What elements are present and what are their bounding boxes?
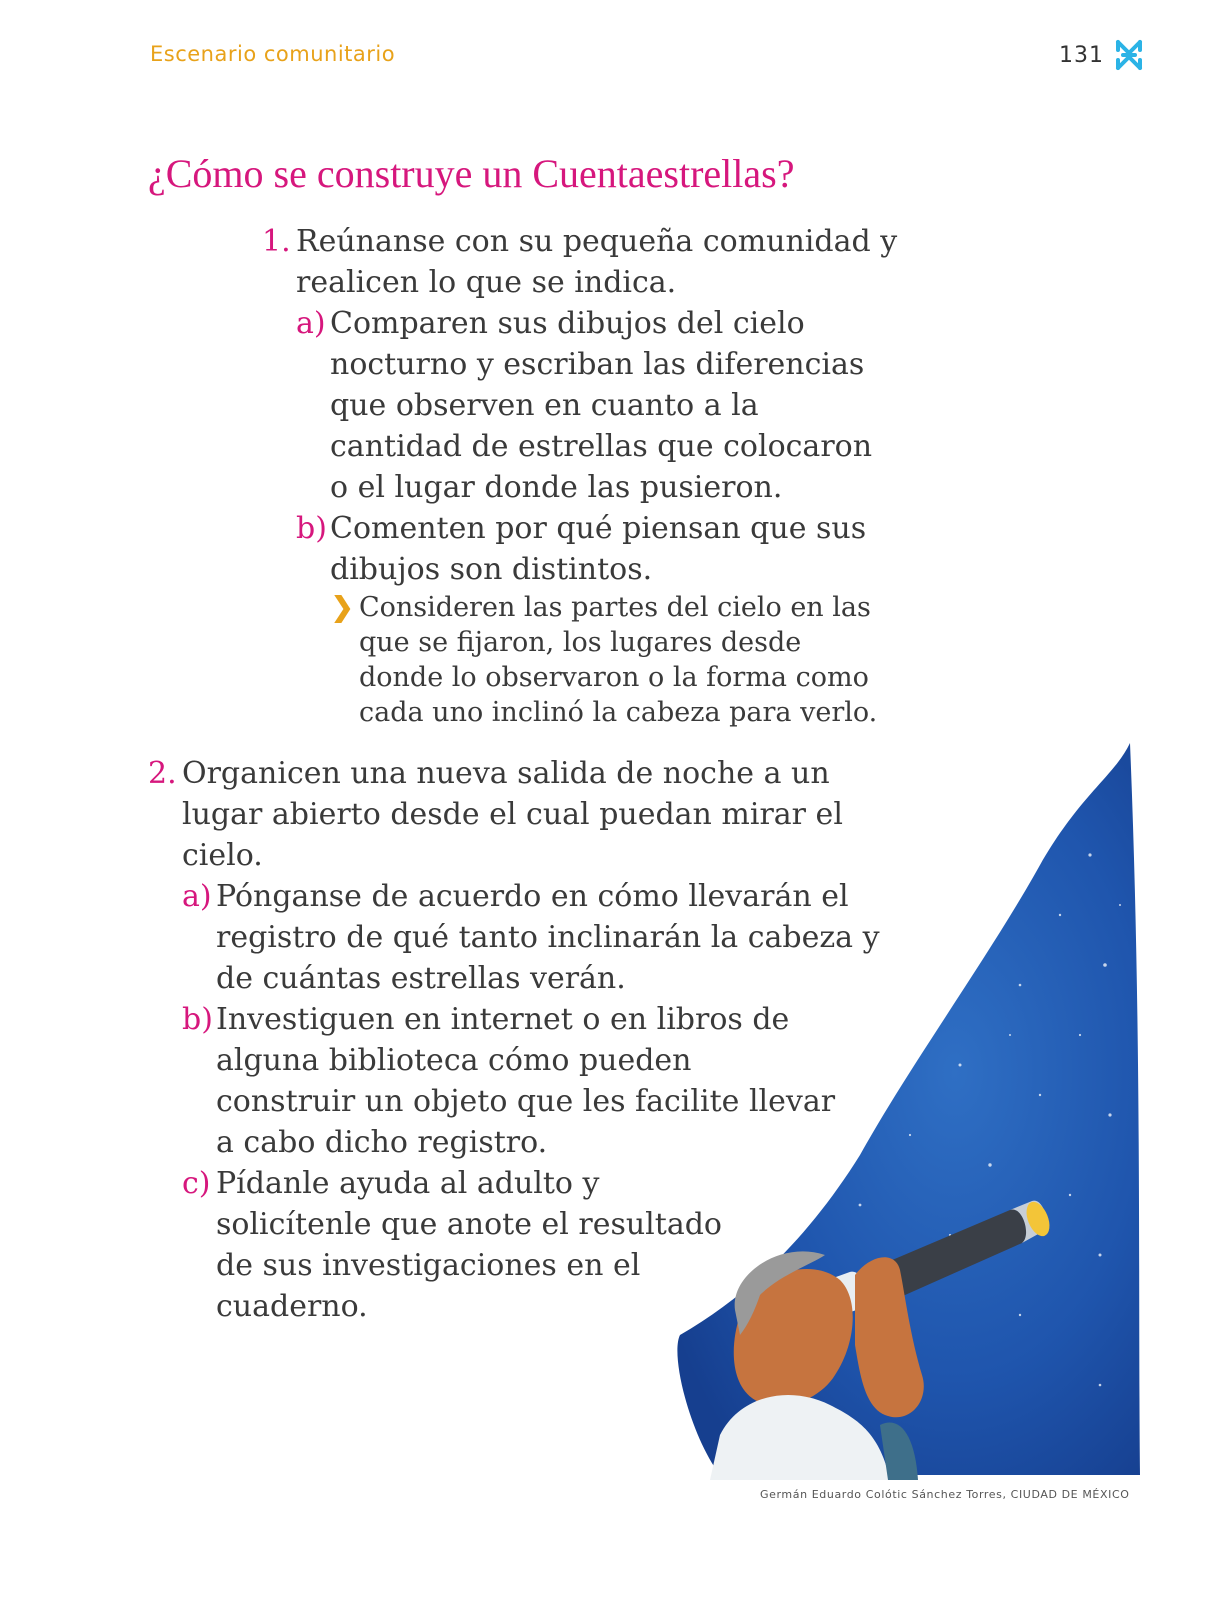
step-1-text: Reúnanse con su pequeña comunidad y realicen lo que se indica. <box>296 224 898 300</box>
step-1b-bullet-text: Consideren las partes del cielo en las que se fijaron, los lugares desde donde lo observaron o la forma como cada uno inclinó la cabeza para verlo. <box>359 592 878 728</box>
knot-logo-icon <box>1114 38 1144 72</box>
page-title: ¿Cómo se construye un Cuentaestrellas? <box>148 151 795 196</box>
step-2-marker: 2. <box>148 756 177 791</box>
step-1b-text: Comenten por qué piensan que sus dibujos son distintos. <box>330 511 867 587</box>
step-2c-marker: c) <box>182 1166 211 1201</box>
step-1b-bullet <box>331 590 894 730</box>
step-1-item <box>262 221 902 303</box>
step-1a-marker: a) <box>296 306 326 341</box>
step-2b-item <box>182 999 836 1163</box>
chevron-right-icon: ❯ <box>331 592 354 623</box>
illustration-credit: Germán Eduardo Colótic Sánchez Torres, CIUDAD DE MÉXICO <box>760 1488 1130 1501</box>
step-2-item <box>148 753 902 876</box>
step-2b-marker: b) <box>182 1002 213 1037</box>
step-2a-text: Pónganse de acuerdo en cómo llevarán el registro de qué tanto inclinarán la cabeza y de cuántas estrellas verán. <box>216 879 880 996</box>
step-1b-marker: b) <box>296 511 327 546</box>
step-2 <box>148 753 908 1327</box>
step-1b-item <box>296 508 890 590</box>
step-2-text: Organicen una nueva salida de noche a un lugar abierto desde el cual puedan mirar el cielo. <box>182 756 843 873</box>
step-1-marker: 1. <box>262 224 291 259</box>
page-number: 131 <box>1059 42 1104 68</box>
step-2a-item <box>182 876 906 999</box>
step-1a-item <box>296 303 890 508</box>
step-2a-marker: a) <box>182 879 212 914</box>
page-header-right <box>1059 38 1144 72</box>
section-label: Escenario comunitario <box>150 42 396 66</box>
step-2b-text: Investiguen en internet o en libros de alguna biblioteca cómo pueden construir un objeto que les facilite llevar a cabo dicho registro. <box>216 1002 836 1160</box>
step-2c-item <box>182 1163 736 1327</box>
step-1a-text: Comparen sus dibujos del cielo nocturno y escriban las diferencias que observen en cuanto a la cantidad de estrellas que colocaron o el lugar donde las pusieron. <box>330 306 873 505</box>
step-1 <box>262 221 902 730</box>
step-2c-text: Pídanle ayuda al adulto y solicítenle que anote el resultado de sus investigaciones en el cuaderno. <box>216 1166 722 1324</box>
